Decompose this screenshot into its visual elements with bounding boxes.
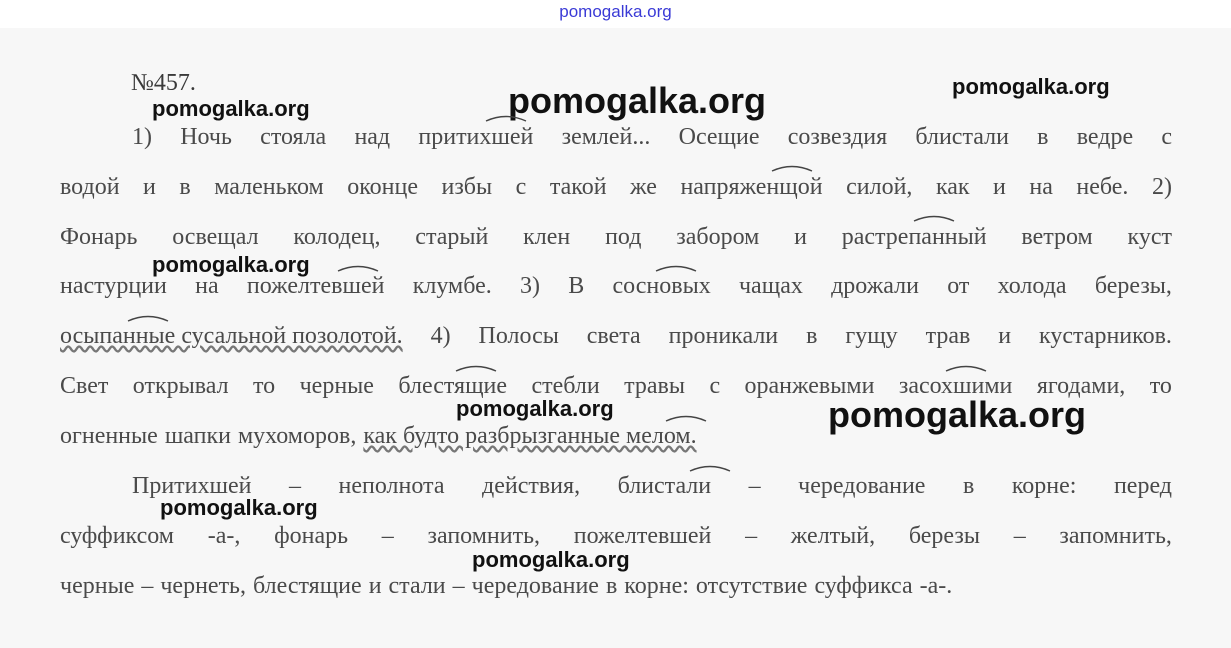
word: в [962,473,975,499]
header-watermark-link[interactable]: pomogalka.org [559,2,672,21]
word: мухоморов, [237,423,357,449]
word: как будто разбрызганные мелом. [363,423,697,449]
word: – [381,523,394,549]
word: с [709,373,721,399]
word: суффикса [814,573,913,599]
word: Полосы [478,323,559,349]
word: ведре [1076,124,1134,150]
text-line-5 [60,321,1172,351]
word: как [935,174,970,200]
word: от [947,273,970,299]
word: запомнить, [427,523,541,549]
text-line-2 [60,172,1172,202]
watermark: pomogalka.org [160,495,318,520]
word: открывал [132,373,229,399]
word: желтый, [790,523,876,549]
word: ягодами, [1036,373,1126,399]
word: блестящие [398,373,508,399]
word: избы [441,174,493,200]
suffix-arc-icon [664,412,708,422]
word: в [605,573,618,599]
word: – [745,523,758,549]
word: березы, [1094,273,1172,299]
word: на [1029,174,1053,200]
word: небе. [1076,174,1129,200]
word: 4) [430,323,451,349]
word: с [515,174,527,200]
word: осыпанные сусальной позолотой. [60,323,403,349]
suffix-arc-icon [912,212,956,222]
suffix-arc-icon [654,262,698,272]
word: корне: [624,573,689,599]
word: черные [60,573,135,599]
watermark: pomogalka.org [952,74,1110,99]
word: стояла [260,124,327,150]
word: -а-, [207,523,241,549]
word: блестящие [253,573,362,599]
word: и [993,174,1006,200]
word: куст [1127,224,1172,250]
word: землей... [561,124,651,150]
word: кустарников. [1039,323,1172,349]
word: трав [925,323,971,349]
word: 3) [520,273,541,299]
word: чащах [738,273,803,299]
word: сосновых [612,273,711,299]
word: освещал [172,224,259,250]
word: – [452,573,465,599]
word: под [605,224,642,250]
word: Фонарь [60,224,138,250]
word: шапки [164,423,231,449]
watermark: pomogalka.org [472,547,630,572]
word: гущу [845,323,898,349]
word: перед [1113,473,1172,499]
word: стали [388,573,446,599]
word: оранжевыми [744,373,875,399]
word: Осещие [678,124,760,150]
text-line-10 [60,571,1172,601]
suffix-arc-icon [336,262,380,272]
word: притихшей [418,124,534,150]
exercise-number: №457. [131,70,196,96]
word: отсутствие [695,573,808,599]
word: 2) [1151,174,1172,200]
word: суффиксом [60,523,174,549]
word: и [368,573,382,599]
word: огненные [60,423,158,449]
text-line-3 [60,222,1172,252]
word: ветром [1021,224,1093,250]
word: силой, [846,174,913,200]
word: В [568,273,585,299]
suffix-arc-icon [454,362,498,372]
word: созвездия [787,124,888,150]
word: настурции [60,273,167,299]
word: холода [997,273,1067,299]
word: же [630,174,657,200]
word: над [354,124,391,150]
watermark: pomogalka.org [456,396,614,421]
word: такой [549,174,607,200]
word: блистали [617,473,712,499]
word: колодец, [293,224,381,250]
word: пожелтевшей [573,523,712,549]
word: Притихшей [132,473,252,499]
word: и [998,323,1012,349]
watermark: pomogalka.org [152,252,310,277]
word: 1) [132,124,152,150]
word: неполнота [338,473,445,499]
watermark-large: pomogalka.org [508,80,767,121]
suffix-arc-icon [126,312,170,322]
word: Свет [60,373,109,399]
word: засохшими [898,373,1013,399]
suffix-arc-icon [770,162,814,172]
word: то [1149,373,1172,399]
word: проникали [668,323,779,349]
word: в [1037,124,1049,150]
word: черные [299,373,374,399]
text-line-1 [60,122,1172,152]
word: с [1161,124,1172,150]
word: чернеть, [160,573,246,599]
word: то [253,373,276,399]
word: – [289,473,301,499]
word: клумбе. [412,273,492,299]
suffix-arc-icon [484,112,528,122]
word: блистали [915,124,1009,150]
watermark: pomogalka.org [152,96,310,121]
suffix-arc-icon [688,462,732,472]
word: и [143,174,156,200]
word: корне: [1011,473,1077,499]
watermark-large: pomogalka.org [828,394,1087,435]
word: водой [60,174,120,200]
word: и [794,224,807,250]
word: фонарь [274,523,349,549]
word: стебли [531,373,600,399]
word: растрепанный [841,224,987,250]
word: чередование [798,473,926,499]
word: пожелтевшей [246,273,385,299]
word: -а-. [919,573,953,599]
word: напряженщой [680,174,823,200]
word: – [748,473,761,499]
word: старый [415,224,489,250]
word: травы [624,373,686,399]
word: оконце [347,174,418,200]
word: действия, [482,473,581,499]
word: клен [523,224,571,250]
word: маленьком [214,174,324,200]
word: березы [908,523,980,549]
word: на [195,273,219,299]
suffix-arc-icon [944,362,988,372]
word: Ночь [180,124,232,150]
word: в [179,174,191,200]
word: запомнить, [1059,523,1172,549]
word: – [141,573,154,599]
word: забором [676,224,760,250]
word: дрожали [831,273,919,299]
word: в [806,323,818,349]
word: чередование [471,573,599,599]
word: – [1013,523,1026,549]
word: света [586,323,641,349]
